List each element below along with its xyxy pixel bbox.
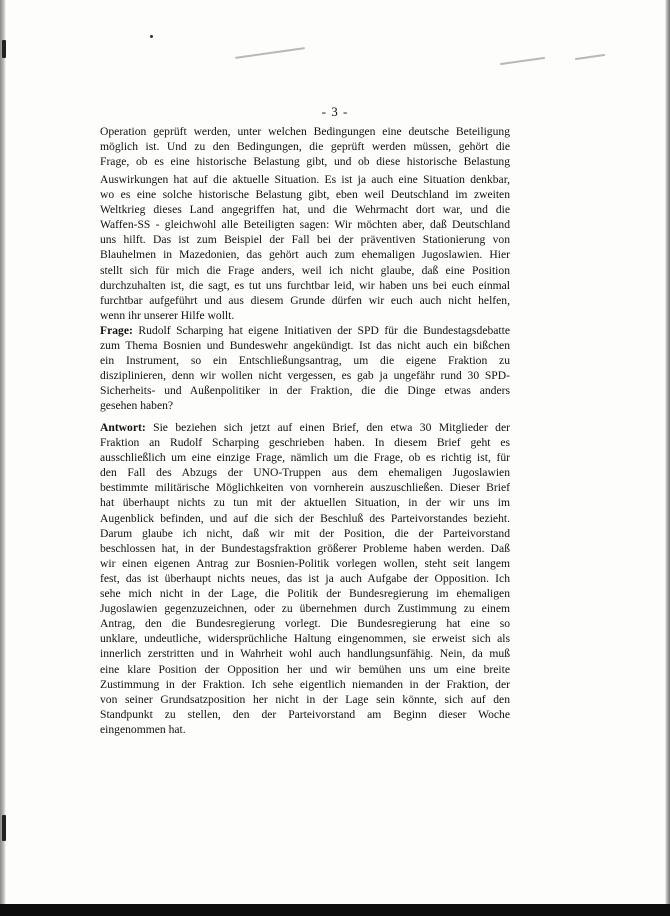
- text-line: Standpunkt zu stellen, den der Parteivorstand am Beginn dieser Woche: [100, 707, 510, 721]
- text-line: [100, 420, 510, 435]
- answer-label: Antwort:: [100, 421, 146, 434]
- text-line-content: Sie beziehen sich jetzt auf einen Brief, den etwa 30 Mitglieder der: [153, 421, 510, 434]
- text-line: Darum glaube ich nicht, daß wir mit der Position, die der Parteivorstand: [100, 526, 510, 540]
- question-label: Frage:: [100, 324, 133, 337]
- text-line: [100, 323, 510, 338]
- scan-right-edge: [665, 0, 670, 916]
- paragraph-body: [100, 172, 510, 323]
- scan-smudge: [575, 54, 605, 60]
- text-line: furchtbar aufgeführt und aus diesem Grunde dürfen wir euch auch nicht helfen,: [100, 293, 510, 307]
- scan-smudge: [500, 57, 545, 65]
- text-line: unklare, undeutliche, widersprüchliche Haltung eingenommen, sie erweist sich als: [100, 632, 510, 646]
- text-line: zum Thema Bosnien und Bundeswehr angekündigt. Ist das nicht auch ein bißchen: [100, 339, 510, 353]
- text-line: durchzuhalten ist, die sagt, es tut uns furchtbar leid, wir haben uns bei euch einmal: [100, 278, 510, 292]
- scan-bottom-bar: [0, 904, 670, 916]
- text-line: Augenblick befinden, und auf die sich der Beschluß des Parteivorstandes bezieht.: [100, 511, 510, 525]
- text-line: eingenommen hat.: [100, 722, 186, 736]
- text-line: Blauhelmen in Mazedonien, das gehört auch zum ehemaligen Jugoslawien. Hier: [100, 248, 510, 262]
- text-line: Waffen-SS - gleichwohl alle Beteiligten sagen: Wir möchten aber, daß Deutschland: [100, 218, 510, 232]
- answer-paragraph: [100, 420, 510, 737]
- text-line: wenn ihr unserer Hilfe wollt.: [100, 308, 235, 322]
- question-paragraph: [100, 323, 510, 414]
- text-line: Fraktion an Rudolf Scharping geschrieben haben. In diesem Brief geht es: [100, 436, 510, 450]
- text-line: sehe mich nicht in der Lage, die Politik der Bundesregierung im ehemaligen: [100, 587, 510, 601]
- text-line: stellt sich für mich die Frage anders, weil ich nicht glaube, daß eine Position: [100, 263, 510, 277]
- text-line: innerlich zerstritten und in Wahrheit wohl auch handlungsunfähig. Nein, da muß: [100, 647, 510, 661]
- scan-smudge: [235, 47, 305, 59]
- text-line: bestimmte militärische Möglichkeiten von vornherein auszuschließen. Dieser Brief: [100, 481, 510, 495]
- text-line: wir einen eigenen Antrag zur Bosnien-Politik vorlegen wollen, steht seit langem: [100, 556, 510, 570]
- text-line: uns hilft. Das ist zum Beispiel der Fall bei der präventiven Stationierung von: [100, 233, 510, 247]
- punch-mark: [2, 40, 6, 58]
- scan-left-edge: [0, 0, 6, 916]
- text-line: Operation geprüft werden, unter welchen Bedingungen eine deutsche Beteiligung: [100, 125, 510, 138]
- text-line: wo es eine solche historische Belastung gibt, eben weil Deutschland im zweiten: [100, 188, 510, 202]
- text-line: Auswirkungen hat auf die aktuelle Situation. Es ist ja auch eine Situation denkbar,: [100, 173, 510, 186]
- paragraph-continuation: [100, 124, 510, 169]
- text-line: disziplinieren, denn wir wollen nicht vergessen, es gab ja ungefähr rund 30 SPD-: [100, 369, 510, 383]
- text-line: Antrag, den die Bundesregierung vorlegt. Die Bundesregierung hat eine so: [100, 617, 510, 631]
- text-line: von seiner Grundsatzposition her nicht in der Lage sein könnte, sich auf den: [100, 692, 510, 706]
- text-line: ausschließlich um eine einzige Frage, nämlich um die Frage, ob es richtig ist, für: [100, 451, 510, 465]
- text-line: beschlossen hat, in der Bundestagsfraktion größerer Probleme haben werden. Daß: [100, 541, 510, 555]
- text-line: Jugoslawien gegenzuzeichnen, oder zu übernehmen durch Zustimmung zu einem: [100, 602, 510, 616]
- text-line: gesehen haben?: [100, 399, 174, 413]
- text-line-content: Rudolf Scharping hat eigene Initiativen der SPD für die Bundestagsdebatte: [138, 324, 510, 337]
- text-line: den Fall des Abzugs der UNO-Truppen aus dem ehemaligen Jugoslawien: [100, 466, 510, 480]
- scan-speck: [150, 35, 153, 38]
- page-number: - 3 -: [321, 104, 349, 119]
- text-line: hat überhaupt nichts zu tun mit der aktuellen Situation, in der wir uns im: [100, 496, 510, 510]
- text-line: eine klare Position der Opposition her und wir bemühen uns um eine breite: [100, 662, 510, 676]
- text-line: fest, das ist überhaupt nichts neues, das ist ja auch Aufgabe der Opposition. Ich: [100, 571, 510, 585]
- text-line: Zustimmung in der Fraktion. Ich sehe eigentlich niemanden in der Fraktion, der: [100, 677, 510, 691]
- text-line: möglich ist. Und zu den Bedingungen, die geprüft werden müssen, gehört die: [100, 140, 510, 154]
- text-line: Frage, ob es eine historische Belastung gibt, und ob diese historische Belastung: [100, 155, 510, 169]
- text-line: Sicherheits- und Außenpolitiker in der Fraktion, die die Dinge etwas anders: [100, 384, 510, 398]
- text-line: ein Instrument, so ein Entschließungsantrag, um die eigene Fraktion zu: [100, 354, 510, 368]
- text-line: Weltkrieg dieses Land angegriffen hat, und die Wehrmacht dort war, und die: [100, 203, 510, 217]
- punch-mark: [2, 815, 6, 841]
